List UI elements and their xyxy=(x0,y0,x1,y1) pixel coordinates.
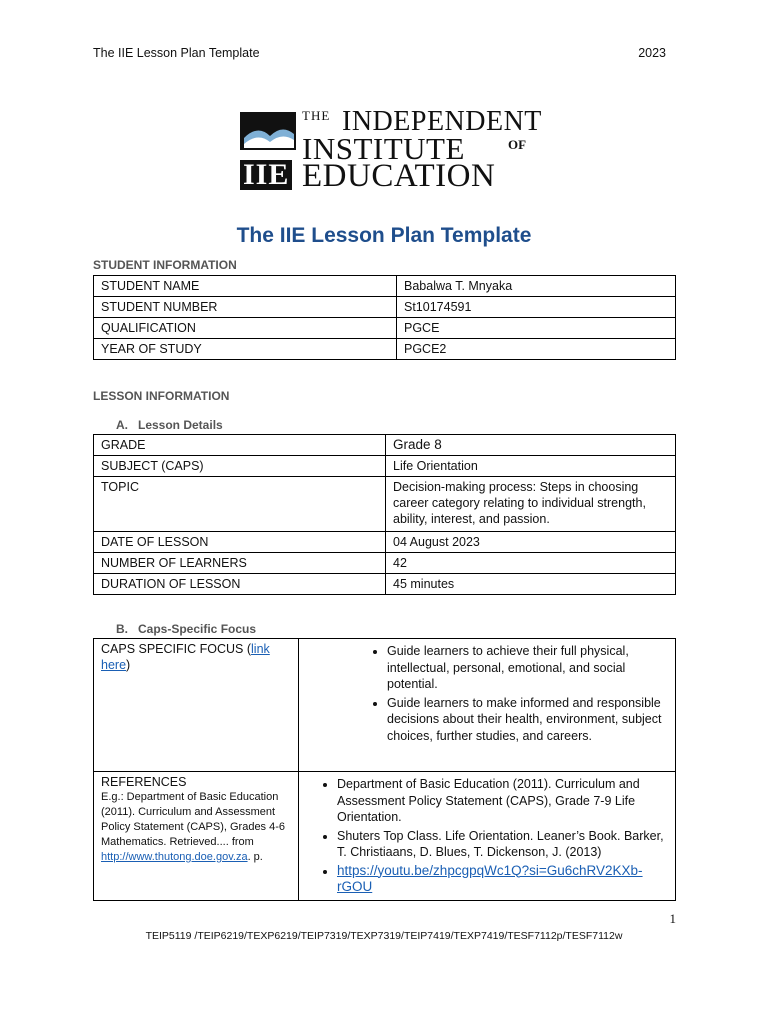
logo-institute: INSTITUTE xyxy=(302,131,465,166)
references-example xyxy=(101,790,291,865)
book-emblem-icon xyxy=(240,108,298,158)
row-label: NUMBER OF LEARNERS xyxy=(94,553,386,574)
list-item: • Department of Basic Education (2011). Curriculum and Assessment Policy Statement (CAPS), Grade 7-9 Life Orientation. xyxy=(337,776,668,826)
youtube-link[interactable]: https://youtu.be/zhpcgpqWc1Q?si=Gu6chRV2KXb-rGOU xyxy=(337,862,643,894)
row-label: TOPIC xyxy=(94,477,386,532)
row-value: 04 August 2023 xyxy=(386,532,676,553)
row-value: Babalwa T. Mnyaka xyxy=(397,276,676,297)
row-label: DURATION OF LESSON xyxy=(94,574,386,595)
footer-course-codes: TEIP5119 /TEIP6219/TEXP6219/TEIP7319/TEXP7319/TEIP7419/TEXP7419/TESF7112p/TESF7112w xyxy=(145,930,623,942)
caps-focus-bullets-cell xyxy=(299,639,676,772)
header-year: 2023 xyxy=(638,46,666,60)
references-label: REFERENCES xyxy=(101,775,187,789)
table-row xyxy=(94,553,676,574)
table-row xyxy=(94,276,676,297)
caps-focus-label-end: ) xyxy=(126,658,131,672)
row-label: QUALIFICATION xyxy=(94,318,397,339)
logo-the: THE xyxy=(302,108,331,123)
student-info-table xyxy=(93,275,676,360)
page-title: The IIE Lesson Plan Template xyxy=(236,224,532,247)
lesson-details-heading xyxy=(116,418,223,432)
row-label: STUDENT NUMBER xyxy=(94,297,397,318)
logo-iie: IIE xyxy=(240,160,292,190)
references-bullets-cell xyxy=(299,772,676,901)
caps-focus-heading xyxy=(116,622,256,636)
table-row xyxy=(94,772,676,901)
row-value: Decision-making process: Steps in choosing career category relating to individual strength, ability, interest, and passion. xyxy=(386,477,676,532)
caps-focus-label: CAPS SPECIFIC FOCUS ( xyxy=(101,642,252,656)
row-value: St10174591 xyxy=(397,297,676,318)
table-row xyxy=(94,318,676,339)
row-value: 45 minutes xyxy=(386,574,676,595)
row-label: GRADE xyxy=(94,435,386,456)
row-value: PGCE xyxy=(397,318,676,339)
lesson-section-heading: LESSON INFORMATION xyxy=(93,389,230,403)
table-row xyxy=(94,339,676,360)
table-row xyxy=(94,574,676,595)
caps-focus-title: Caps-Specific Focus xyxy=(138,622,257,636)
row-value: Life Orientation xyxy=(386,456,676,477)
thutong-link[interactable]: http://www.thutong.doe.gov.za xyxy=(101,851,248,863)
lesson-details-letter: A. xyxy=(116,418,128,432)
caps-focus-label-cell xyxy=(94,639,299,772)
row-label: SUBJECT (CAPS) xyxy=(94,456,386,477)
logo-of: OF xyxy=(508,137,527,152)
list-item: • Guide learners to achieve their full physical, intellectual, personal, emotional, and social potential. xyxy=(387,643,668,693)
table-row xyxy=(94,532,676,553)
row-label: YEAR OF STUDY xyxy=(94,339,397,360)
row-value: Grade 8 xyxy=(386,435,676,456)
logo-independent: INDEPENDENT xyxy=(342,106,542,137)
table-row xyxy=(94,477,676,532)
row-value: PGCE2 xyxy=(397,339,676,360)
caps-references-table xyxy=(93,638,676,901)
student-section-heading: STUDENT INFORMATION xyxy=(93,258,237,272)
row-value: 42 xyxy=(386,553,676,574)
row-label: DATE OF LESSON xyxy=(94,532,386,553)
page-number: 1 xyxy=(669,911,676,926)
table-row xyxy=(94,639,676,772)
list-item: • Guide learners to make informed and responsible decisions about their health, environment, subject choices, further studies, and careers. xyxy=(387,695,668,745)
lesson-details-table xyxy=(93,434,676,595)
logo-education: EDUCATION xyxy=(302,158,496,194)
caps-focus-letter: B. xyxy=(116,622,128,636)
table-row xyxy=(94,456,676,477)
list-item xyxy=(337,863,668,896)
row-label: STUDENT NAME xyxy=(94,276,397,297)
references-example-text: E.g.: Department of Basic Education (2011). Curriculum and Assessment Policy Statement (CAPS), Grades 4-6 Mathematics. Retrieved.... from xyxy=(101,791,286,848)
list-item: • Shuters Top Class. Life Orientation. Leaner’s Book. Barker, T. Christiaans, D. Blues, T. Dickenson, J. (2013) xyxy=(337,828,668,861)
lesson-details-title: Lesson Details xyxy=(138,418,223,432)
iie-logo xyxy=(240,108,540,192)
table-row xyxy=(94,435,676,456)
header-title: The IIE Lesson Plan Template xyxy=(93,46,260,60)
references-example-end: . p. xyxy=(247,851,263,863)
table-row xyxy=(94,297,676,318)
references-label-cell xyxy=(94,772,299,901)
caps-link[interactable]: link here xyxy=(101,642,270,672)
